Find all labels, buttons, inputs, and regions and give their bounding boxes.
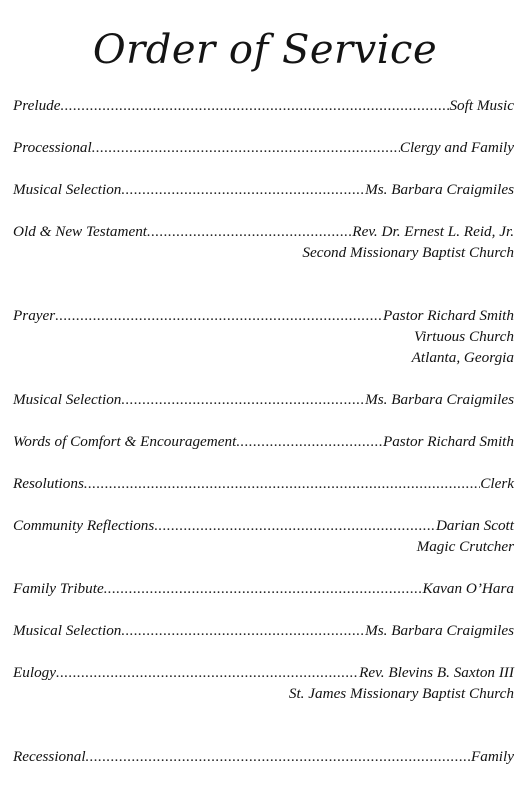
program-item-value: Pastor Richard Smith: [382, 307, 514, 324]
dot-leader: [121, 179, 365, 200]
program-item-value: Soft Music: [449, 97, 514, 114]
program-item-label: Words of Comfort & Encouragement: [13, 433, 237, 450]
program-item-value: Rev. Dr. Ernest L. Reid, Jr.: [352, 223, 514, 240]
program-item-label: Musical Selection: [13, 622, 122, 639]
program-item-recessional: [13, 746, 514, 767]
program-item-family-tribute: [13, 578, 514, 599]
program-item-value: Ms. Barbara Craigmiles: [365, 391, 514, 408]
dot-leader: [154, 515, 436, 536]
program-item-value: Darian Scott: [435, 517, 514, 534]
order-of-service-list: [13, 95, 514, 788]
program-item-label: Resolutions: [13, 475, 84, 492]
dot-leader: [61, 95, 450, 116]
dot-leader: [147, 221, 352, 242]
program-item-label: Musical Selection: [13, 181, 122, 198]
program-item-musical-selection-3: [13, 620, 514, 641]
program-item-value: Clergy and Family: [399, 139, 514, 156]
program-item-musical-selection-1: [13, 179, 514, 200]
program-item-label: Old & New Testament: [13, 223, 148, 240]
dot-leader: [121, 389, 365, 410]
program-item-label: Processional: [13, 139, 92, 156]
program-item-value: Family: [470, 748, 514, 765]
program-item-value: Ms. Barbara Craigmiles: [365, 181, 514, 198]
program-item-scripture: [13, 221, 514, 263]
dot-leader: [56, 662, 359, 683]
program-item-value: Rev. Blevins B. Saxton III: [359, 664, 514, 681]
program-item-label: Family Tribute: [13, 580, 104, 597]
program-item-resolutions: [13, 473, 514, 494]
dot-leader: [86, 746, 471, 767]
program-item-community-reflections: [13, 515, 514, 557]
dot-leader: [92, 137, 400, 158]
program-item-processional: [13, 137, 514, 158]
program-item-label: Musical Selection: [13, 391, 122, 408]
program-item-affiliation: St. James Missionary Baptist Church: [288, 685, 514, 702]
program-item-location: Atlanta, Georgia: [411, 349, 514, 366]
program-item-value: Clerk: [480, 475, 514, 492]
dot-leader: [104, 578, 423, 599]
program-item-second-speaker: Magic Crutcher: [416, 538, 514, 555]
program-item-value: Kavan O’Hara: [422, 580, 514, 597]
program-item-label: Recessional: [13, 748, 86, 765]
dot-leader: [84, 473, 480, 494]
program-item-prayer: [13, 305, 514, 368]
dot-leader: [236, 431, 383, 452]
page-title: Order of Service: [92, 27, 438, 73]
program-item-label: Eulogy: [13, 664, 57, 681]
program-item-musical-selection-2: [13, 389, 514, 410]
program-item-value: Ms. Barbara Craigmiles: [365, 622, 514, 639]
program-item-prelude: [13, 95, 514, 116]
program-item-label: Prelude: [13, 97, 61, 114]
program-item-value: Pastor Richard Smith: [382, 433, 514, 450]
dot-leader: [121, 620, 365, 641]
program-item-label: Community Reflections: [13, 517, 155, 534]
program-item-label: Prayer: [13, 307, 56, 324]
program-item-words-of-comfort: [13, 431, 514, 452]
dot-leader: [55, 305, 383, 326]
program-item-eulogy: [13, 662, 514, 704]
program-item-affiliation: Second Missionary Baptist Church: [302, 244, 514, 261]
program-item-affiliation: Virtuous Church: [414, 328, 514, 345]
